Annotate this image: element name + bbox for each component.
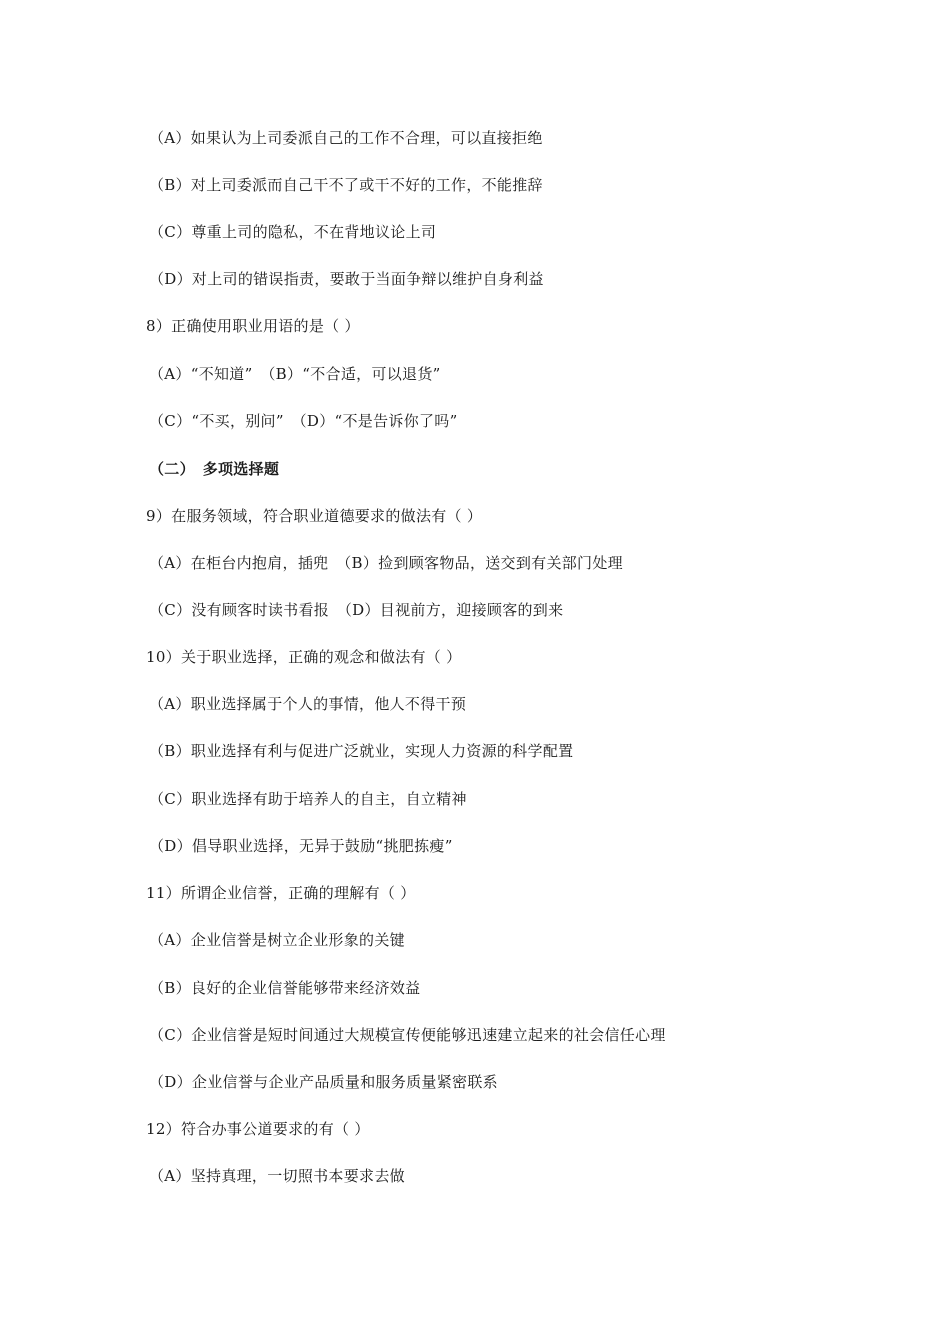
question-8: 8）正确使用职业用语的是（ ） bbox=[146, 317, 360, 335]
option-7b: （B）对上司委派而自己干不了或干不好的工作，不能推辞 bbox=[149, 176, 543, 194]
question-10: 10）关于职业选择，正确的观念和做法有（ ） bbox=[146, 648, 462, 666]
question-9: 9）在服务领域，符合职业道德要求的做法有（ ） bbox=[146, 507, 483, 525]
option-7c: （C）尊重上司的隐私，不在背地议论上司 bbox=[149, 223, 437, 241]
option-12a: （A）坚持真理，一切照书本要求去做 bbox=[149, 1167, 405, 1185]
option-11d: （D）企业信誉与企业产品质量和服务质量紧密联系 bbox=[149, 1073, 498, 1091]
option-11a: （A）企业信誉是树立企业形象的关键 bbox=[149, 931, 405, 949]
question-11: 11）所谓企业信誉，正确的理解有（ ） bbox=[146, 884, 416, 902]
options-9ab: （A）在柜台内抱肩，插兜 （B）捡到顾客物品，送交到有关部门处理 bbox=[149, 554, 623, 572]
options-8ab: （A）“不知道” （B）“不合适，可以退货” bbox=[149, 365, 441, 383]
option-7d: （D）对上司的错误指责，要敢于当面争辩以维护自身利益 bbox=[149, 270, 544, 288]
section-heading-multiple-choice: （二） 多项选择题 bbox=[149, 460, 280, 478]
option-10a: （A）职业选择属于个人的事情，他人不得干预 bbox=[149, 695, 467, 713]
option-10d: （D）倡导职业选择，无异于鼓励“挑肥拣瘦” bbox=[149, 837, 453, 855]
option-11c: （C）企业信誉是短时间通过大规模宣传便能够迅速建立起来的社会信任心理 bbox=[149, 1026, 666, 1044]
options-9cd: （C）没有顾客时读书看报 （D）目视前方，迎接顾客的到来 bbox=[149, 601, 564, 619]
option-10b: （B）职业选择有利与促进广泛就业，实现人力资源的科学配置 bbox=[149, 742, 574, 760]
option-11b: （B）良好的企业信誉能够带来经济效益 bbox=[149, 979, 421, 997]
options-8cd: （C）“不买，别问” （D）“不是告诉你了吗” bbox=[149, 412, 458, 430]
question-12: 12）符合办事公道要求的有（ ） bbox=[146, 1120, 370, 1138]
option-7a: （A）如果认为上司委派自己的工作不合理，可以直接拒绝 bbox=[149, 129, 543, 147]
option-10c: （C）职业选择有助于培养人的自主，自立精神 bbox=[149, 790, 467, 808]
